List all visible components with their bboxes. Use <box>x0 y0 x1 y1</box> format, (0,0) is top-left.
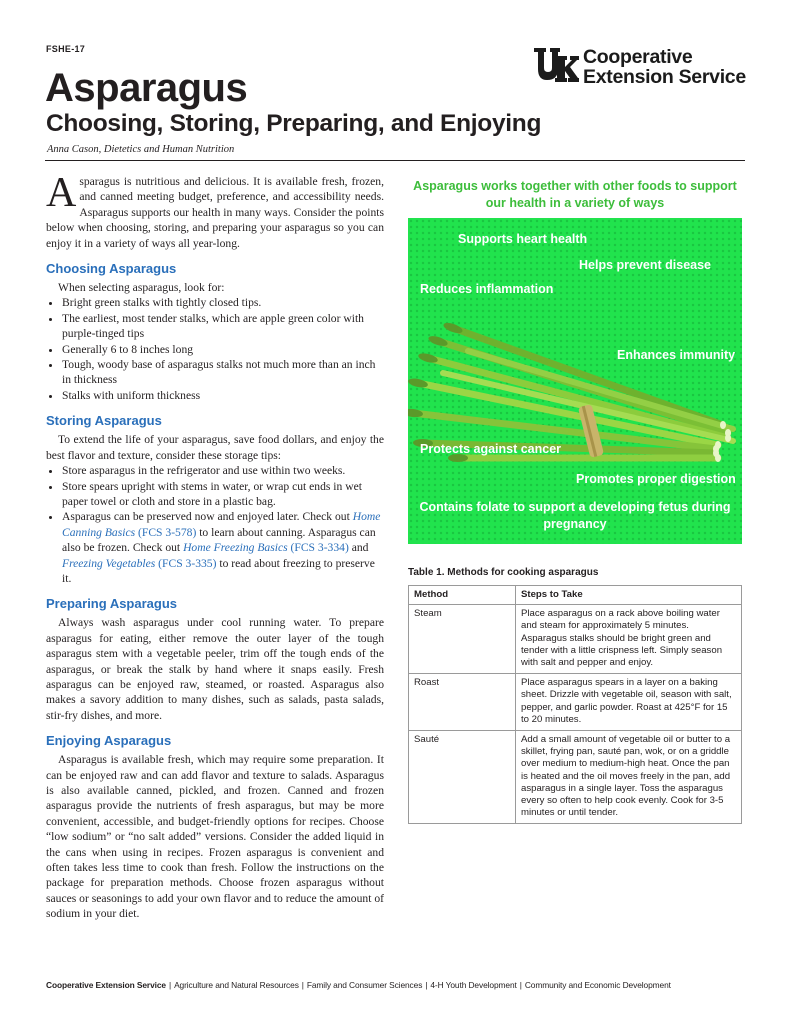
link-home-freezing-basics[interactable] <box>183 541 349 554</box>
steps-cell: Add a small amount of vegetable oil or butter to a skillet, frying pan, sauté pan, wok, or on a griddle over medium to medium-high heat. Once the pan is heated and the oil moves freely in the pan, add asparagus in a single layer. Toss the asparagus every so often to help cook evenly. Cook for 3-5 minutes or until tender. <box>516 731 742 824</box>
heading-storing: Storing Asparagus <box>46 413 162 429</box>
choosing-lead: When selecting asparagus, look for: <box>58 281 225 295</box>
table-row <box>409 674 742 731</box>
list-item: • The earliest, most tender stalks, which are apple green color with purple-tinged tips <box>62 311 384 342</box>
footer-separator: | <box>425 980 428 990</box>
author-line: Anna Cason, Dietetics and Human Nutrition <box>47 144 235 155</box>
link-text[interactable]: Home Freezing Basics <box>183 541 288 555</box>
link-text[interactable]: Freezing Vegetables <box>62 556 156 570</box>
list-item <box>62 509 384 586</box>
footer-item: Community and Economic Development <box>524 980 671 990</box>
document-code: FSHE-17 <box>46 44 86 54</box>
footer-item: Agriculture and Natural Resources <box>174 980 299 990</box>
page-title: Asparagus <box>45 66 248 110</box>
label-contains-folate: Contains folate to support a developing fetus during pregnancy <box>419 500 731 531</box>
label-enhances-immunity: Enhances immunity <box>617 348 736 362</box>
uk-extension-logo <box>533 46 748 86</box>
enjoying-paragraph: Asparagus is available fresh, which may require some preparation. It can be enjoyed raw and can add flavor and texture to salads. Asparagus is also available canned, pickled, and frozen. Canned and frozen asparagus provide the nutrients of fresh asparagus, but may be more convenient, accessible, and budget-friendly options for recipes. Choose “low sodium” or “no salt added” versions. Consider the added liquid in the cans when using in recipes. Frozen asparagus is convenient and often takes less time to cook than fresh. Follow the instructions on the package for preparation methods. Choose frozen asparagus without sauces or seasonings to add your own flavor and to reduce the amount of sodium in your diet. <box>46 753 384 921</box>
storing-text: to learn about canning. Asparagus can also be frozen. Check out <box>62 525 376 555</box>
label-reduces-inflammation: Reduces inflammation <box>420 282 554 296</box>
column-header-steps: Steps to Take <box>516 586 742 605</box>
heading-enjoying: Enjoying Asparagus <box>46 733 172 749</box>
method-cell: Steam <box>409 605 516 674</box>
link-code[interactable]: (FCS 3-578) <box>135 525 197 539</box>
link-code[interactable]: (FCS 3-334) <box>287 541 349 555</box>
graphic-title: Asparagus works together with other foods to support our health in a variety of ways <box>413 179 737 210</box>
footer-separator: | <box>301 980 304 990</box>
storing-lead: To extend the life of your asparagus, save food dollars, and enjoy the best flavor and texture, consider these storage tips: <box>46 433 384 462</box>
table-row <box>409 605 742 674</box>
table-caption: Table 1. Methods for cooking asparagus <box>408 567 599 578</box>
steps-cell: Place asparagus spears in a layer on a baking sheet. Drizzle with vegetable oil, season with salt, pepper, and garlic powder. Roast at 425°F for 15 to 20 minutes. <box>516 674 742 731</box>
label-helps-prevent-disease: Helps prevent disease <box>579 258 712 272</box>
list-item: • Store asparagus in the refrigerator and use within two weeks. <box>62 463 384 478</box>
drop-cap: A <box>46 170 77 216</box>
list-item: • Tough, woody base of asparagus stalks not much more than an inch in thickness <box>62 357 384 388</box>
footer-item: 4-H Youth Development <box>430 980 517 990</box>
preparing-paragraph: Always wash asparagus under cool running water. To prepare asparagus for eating, either remove the outer layer of the tough asparagus stem with a vegetable peeler, trim off the tough ends of the asparagus, or break the stalk by hand where it snaps easily. Fresh asparagus can be enjoyed raw, steamed, or roasted. Asparagus also makes a savory addition to many dishes, such as salads, pasta salads, stir-fry dishes, and more. <box>46 616 384 722</box>
list-item: • Generally 6 to 8 inches long <box>62 342 384 357</box>
storing-text: to read about freezing to preserve it. <box>62 556 375 585</box>
column-header-method: Method <box>409 586 516 605</box>
link-freezing-vegetables[interactable] <box>62 557 216 570</box>
cooking-methods-table <box>408 585 742 824</box>
intro-paragraph <box>46 170 384 251</box>
list-item: • Stalks with uniform thickness <box>62 388 384 403</box>
footer-separator: | <box>519 980 522 990</box>
table-row <box>409 731 742 824</box>
footer <box>46 980 671 990</box>
logo-line-cooperative: Cooperative <box>583 46 693 68</box>
list-item: • Store spears upright with stems in water, or wrap cut ends in wet paper towel or cloth and store in a plastic bag. <box>62 479 384 510</box>
heading-choosing: Choosing Asparagus <box>46 261 177 277</box>
logo-line-extension-service: Extension Service <box>583 66 746 88</box>
storing-text: Asparagus can be preserved now and enjoyed later. Check out <box>62 510 353 524</box>
footer-brand: Cooperative Extension Service <box>46 980 166 990</box>
link-text[interactable]: Home Canning Basics <box>62 510 381 539</box>
steps-cell: Place asparagus on a rack above boiling water and steam for approximately 5 minutes. Asparagus stalks should be bright green and tender with a little crispness left. Simply season with salt and pepper and enjoy. <box>516 605 742 674</box>
label-protects-against-cancer: Protects against cancer <box>420 442 562 456</box>
header-divider <box>45 160 745 161</box>
storing-list <box>46 463 384 586</box>
intro-text: sparagus is nutritious and delicious. It is available fresh, frozen, and canned meeting budget, preference, and accessibility needs. Asparagus supports our health in many ways. Consider the points below when choosing, storing, and preparing your asparagus so you can enjoy it in a variety of ways all year-long. <box>46 175 384 250</box>
page-subtitle: Choosing, Storing, Preparing, and Enjoying <box>46 110 542 137</box>
left-column <box>46 170 384 922</box>
storing-text: and <box>348 541 369 555</box>
list-item: • Bright green stalks with tightly closed tips. <box>62 295 384 310</box>
footer-separator: | <box>168 980 172 990</box>
footer-item: Family and Consumer Sciences <box>306 980 423 990</box>
uk-logo-icon <box>533 46 579 84</box>
choosing-list <box>46 295 384 403</box>
label-promotes-proper-digestion: Promotes proper digestion <box>576 472 736 486</box>
heading-preparing: Preparing Asparagus <box>46 596 178 612</box>
label-supports-heart-health: Supports heart health <box>458 232 588 246</box>
table-header-row <box>409 586 742 605</box>
method-cell: Roast <box>409 674 516 731</box>
health-benefits-graphic <box>408 218 742 544</box>
method-cell: Sauté <box>409 731 516 824</box>
link-code[interactable]: (FCS 3-335) <box>155 556 217 570</box>
